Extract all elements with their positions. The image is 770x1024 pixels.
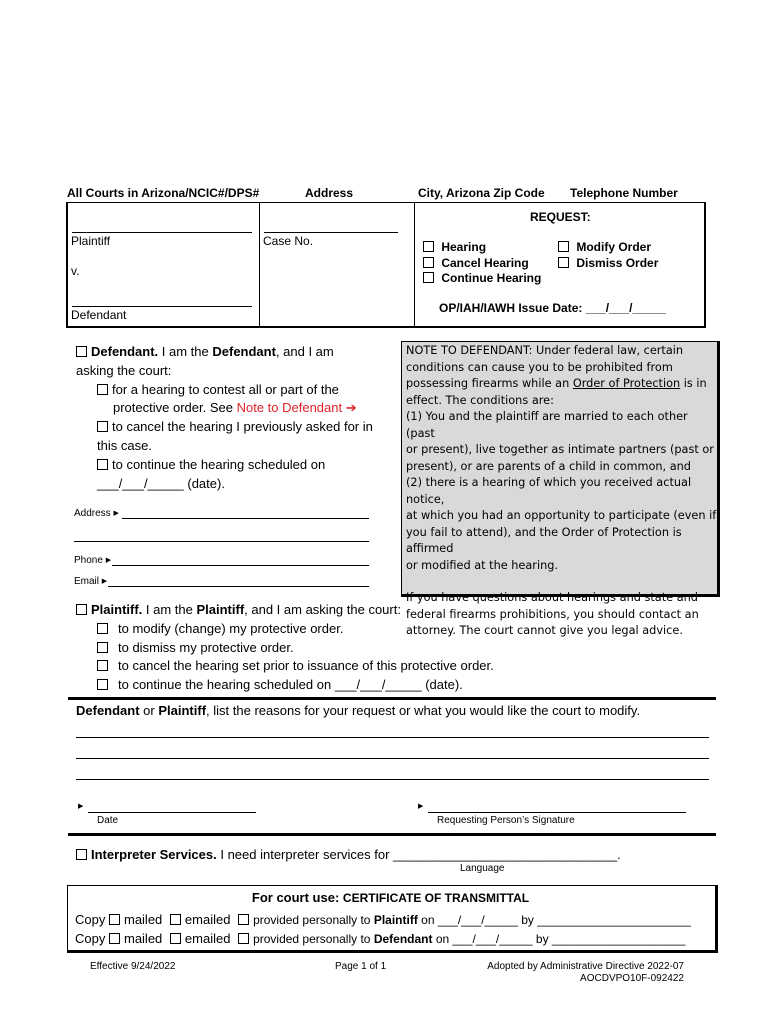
request-continue-hearing[interactable]: Continue Hearing <box>423 271 541 285</box>
phone-line[interactable] <box>112 565 369 566</box>
checkbox[interactable] <box>76 346 87 357</box>
transmittal-row-plaintiff: Copy mailed emailed provided personally to Plaintiff on ___/___/_____ by _______________________ <box>75 912 691 927</box>
plaintiff-section <box>76 601 716 695</box>
case-number-label: Case No. <box>263 234 314 248</box>
request-modify-order[interactable]: Modify Order <box>558 240 651 254</box>
checkbox[interactable] <box>97 459 108 470</box>
checkbox[interactable] <box>423 241 434 252</box>
plaintiff-option-continue[interactable]: to continue the hearing scheduled on ___/___/_____ (date). <box>76 676 716 695</box>
checkbox[interactable] <box>97 660 108 671</box>
reasons-line-3[interactable] <box>76 779 709 780</box>
issue-date[interactable]: OP/IAH/IAWH Issue Date: ___/___/_____ <box>439 301 666 315</box>
checkbox[interactable] <box>423 272 434 283</box>
reasons-line-1[interactable] <box>76 737 709 738</box>
checkbox[interactable] <box>76 604 87 615</box>
request-cancel-hearing[interactable]: Cancel Hearing <box>423 256 529 270</box>
section-divider <box>68 697 716 700</box>
defendant-option-contest[interactable]: for a hearing to contest all or part of the <box>76 381 396 400</box>
defendant-intro[interactable]: Defendant. I am the Defendant, and I am <box>76 343 396 362</box>
header-address: Address <box>305 186 354 200</box>
court-use-title: For court use: CERTIFICATE OF TRANSMITTAL <box>251 890 530 905</box>
address-line-2[interactable] <box>74 541 369 542</box>
emailed-checkbox[interactable] <box>170 933 181 944</box>
date-line[interactable] <box>88 812 256 813</box>
caption-divider-2 <box>414 202 415 327</box>
versus-label: v. <box>71 264 80 278</box>
signature-line[interactable] <box>428 812 686 813</box>
language-field[interactable]: _______________________________. <box>393 847 621 862</box>
language-label: Language <box>460 863 505 874</box>
footer-page: Page 1 of 1 <box>335 961 387 972</box>
note-to-defendant-box: NOTE TO DEFENDANT: Under federal law, certain conditions can cause you to be prohibited from possessing firearms while an Order of Protection is in effect. The conditions are: (1) You and the plaintiff are married to each other (past or present), live together as intimate partners (past or present), or are parents of a child in common, and (2) there is a hearing of which you received actual notice, at which you had an opportunity to participate (even if you fail to attend), and the Order of Protection is affirmed or modified at the hearing. If you have questions about hearings and state and federal firearms prohibitions, you should contact an attorney. The court cannot give you legal advice. <box>401 341 720 597</box>
emailed-checkbox[interactable] <box>170 914 181 925</box>
checkbox[interactable] <box>97 642 108 653</box>
section-divider-2 <box>68 833 716 836</box>
checkbox[interactable] <box>76 849 87 860</box>
phone-label: Phone ▶ <box>74 555 112 566</box>
checkbox[interactable] <box>97 421 108 432</box>
request-title: REQUEST: <box>530 210 591 224</box>
plaintiff-option-modify[interactable]: to modify (change) my protective order. <box>76 620 716 639</box>
email-label: Email ▶ <box>74 576 108 587</box>
case-number-line[interactable] <box>264 232 398 233</box>
mailed-checkbox[interactable] <box>109 933 120 944</box>
reasons-prompt: Defendant or Plaintiff, list the reasons for your request or what you would like the court to modify. <box>76 703 641 718</box>
address-label: Address ▶ <box>74 508 119 519</box>
provided-checkbox[interactable] <box>238 933 249 944</box>
signature-label: Requesting Person’s Signature <box>437 815 575 826</box>
request-dismiss-order[interactable]: Dismiss Order <box>558 256 658 270</box>
header-phone: Telephone Number <box>570 186 678 200</box>
mailed-checkbox[interactable] <box>109 914 120 925</box>
plaintiff-name-line[interactable] <box>72 232 252 233</box>
defendant-option-continue[interactable]: to continue the hearing scheduled on <box>76 456 396 475</box>
checkbox[interactable] <box>423 257 434 268</box>
date-label: Date <box>97 815 119 826</box>
transmittal-row-defendant: Copy mailed emailed provided personally to Defendant on ___/___/_____ by ____________________ <box>75 931 686 946</box>
checkbox[interactable] <box>558 257 569 268</box>
request-hearing[interactable]: Hearing <box>423 240 486 254</box>
footer-adopted: Adopted by Administrative Directive 2022-07 <box>487 961 684 972</box>
plaintiff-label: Plaintiff <box>71 234 111 248</box>
checkbox[interactable] <box>97 384 108 395</box>
note-to-defendant-link: Note to Defendant ➔ <box>236 400 357 416</box>
caption-divider-1 <box>259 202 260 327</box>
defendant-label: Defendant <box>71 308 127 322</box>
reasons-line-2[interactable] <box>76 758 709 759</box>
checkbox[interactable] <box>97 623 108 634</box>
header-courts: All Courts in Arizona/NCIC#/DPS# <box>67 186 260 200</box>
header-city: City, Arizona Zip Code <box>418 186 545 200</box>
email-line[interactable] <box>108 586 369 587</box>
plaintiff-intro[interactable]: Plaintiff. I am the Plaintiff, and I am asking the court: <box>76 601 716 620</box>
defendant-section: Defendant. I am the Defendant, and I am asking the court: for a hearing to contest all or part of the protective order. See Note to Defendant ➔ to cancel the hearing I previously asked for in this case. to continue the hearing scheduled on ___/___/_____ (date). <box>76 343 396 493</box>
plaintiff-option-dismiss[interactable]: to dismiss my protective order. <box>76 639 716 658</box>
provided-checkbox[interactable] <box>238 914 249 925</box>
footer-form-code: AOCDVPO10F-092422 <box>580 973 684 984</box>
checkbox[interactable] <box>97 679 108 690</box>
checkbox[interactable] <box>558 241 569 252</box>
footer-effective: Effective 9/24/2022 <box>90 961 176 972</box>
date-arrow-icon: ▶ <box>78 803 84 810</box>
interpreter-section[interactable]: Interpreter Services. I need interpreter services for _______________________________. <box>76 847 621 862</box>
plaintiff-option-cancel[interactable]: to cancel the hearing set prior to issuance of this protective order. <box>76 657 716 676</box>
defendant-option-cancel[interactable]: to cancel the hearing I previously asked for in <box>76 418 396 437</box>
signature-arrow-icon: ▶ <box>418 803 424 810</box>
defendant-name-line[interactable] <box>72 306 252 307</box>
address-line-1[interactable] <box>122 518 369 519</box>
